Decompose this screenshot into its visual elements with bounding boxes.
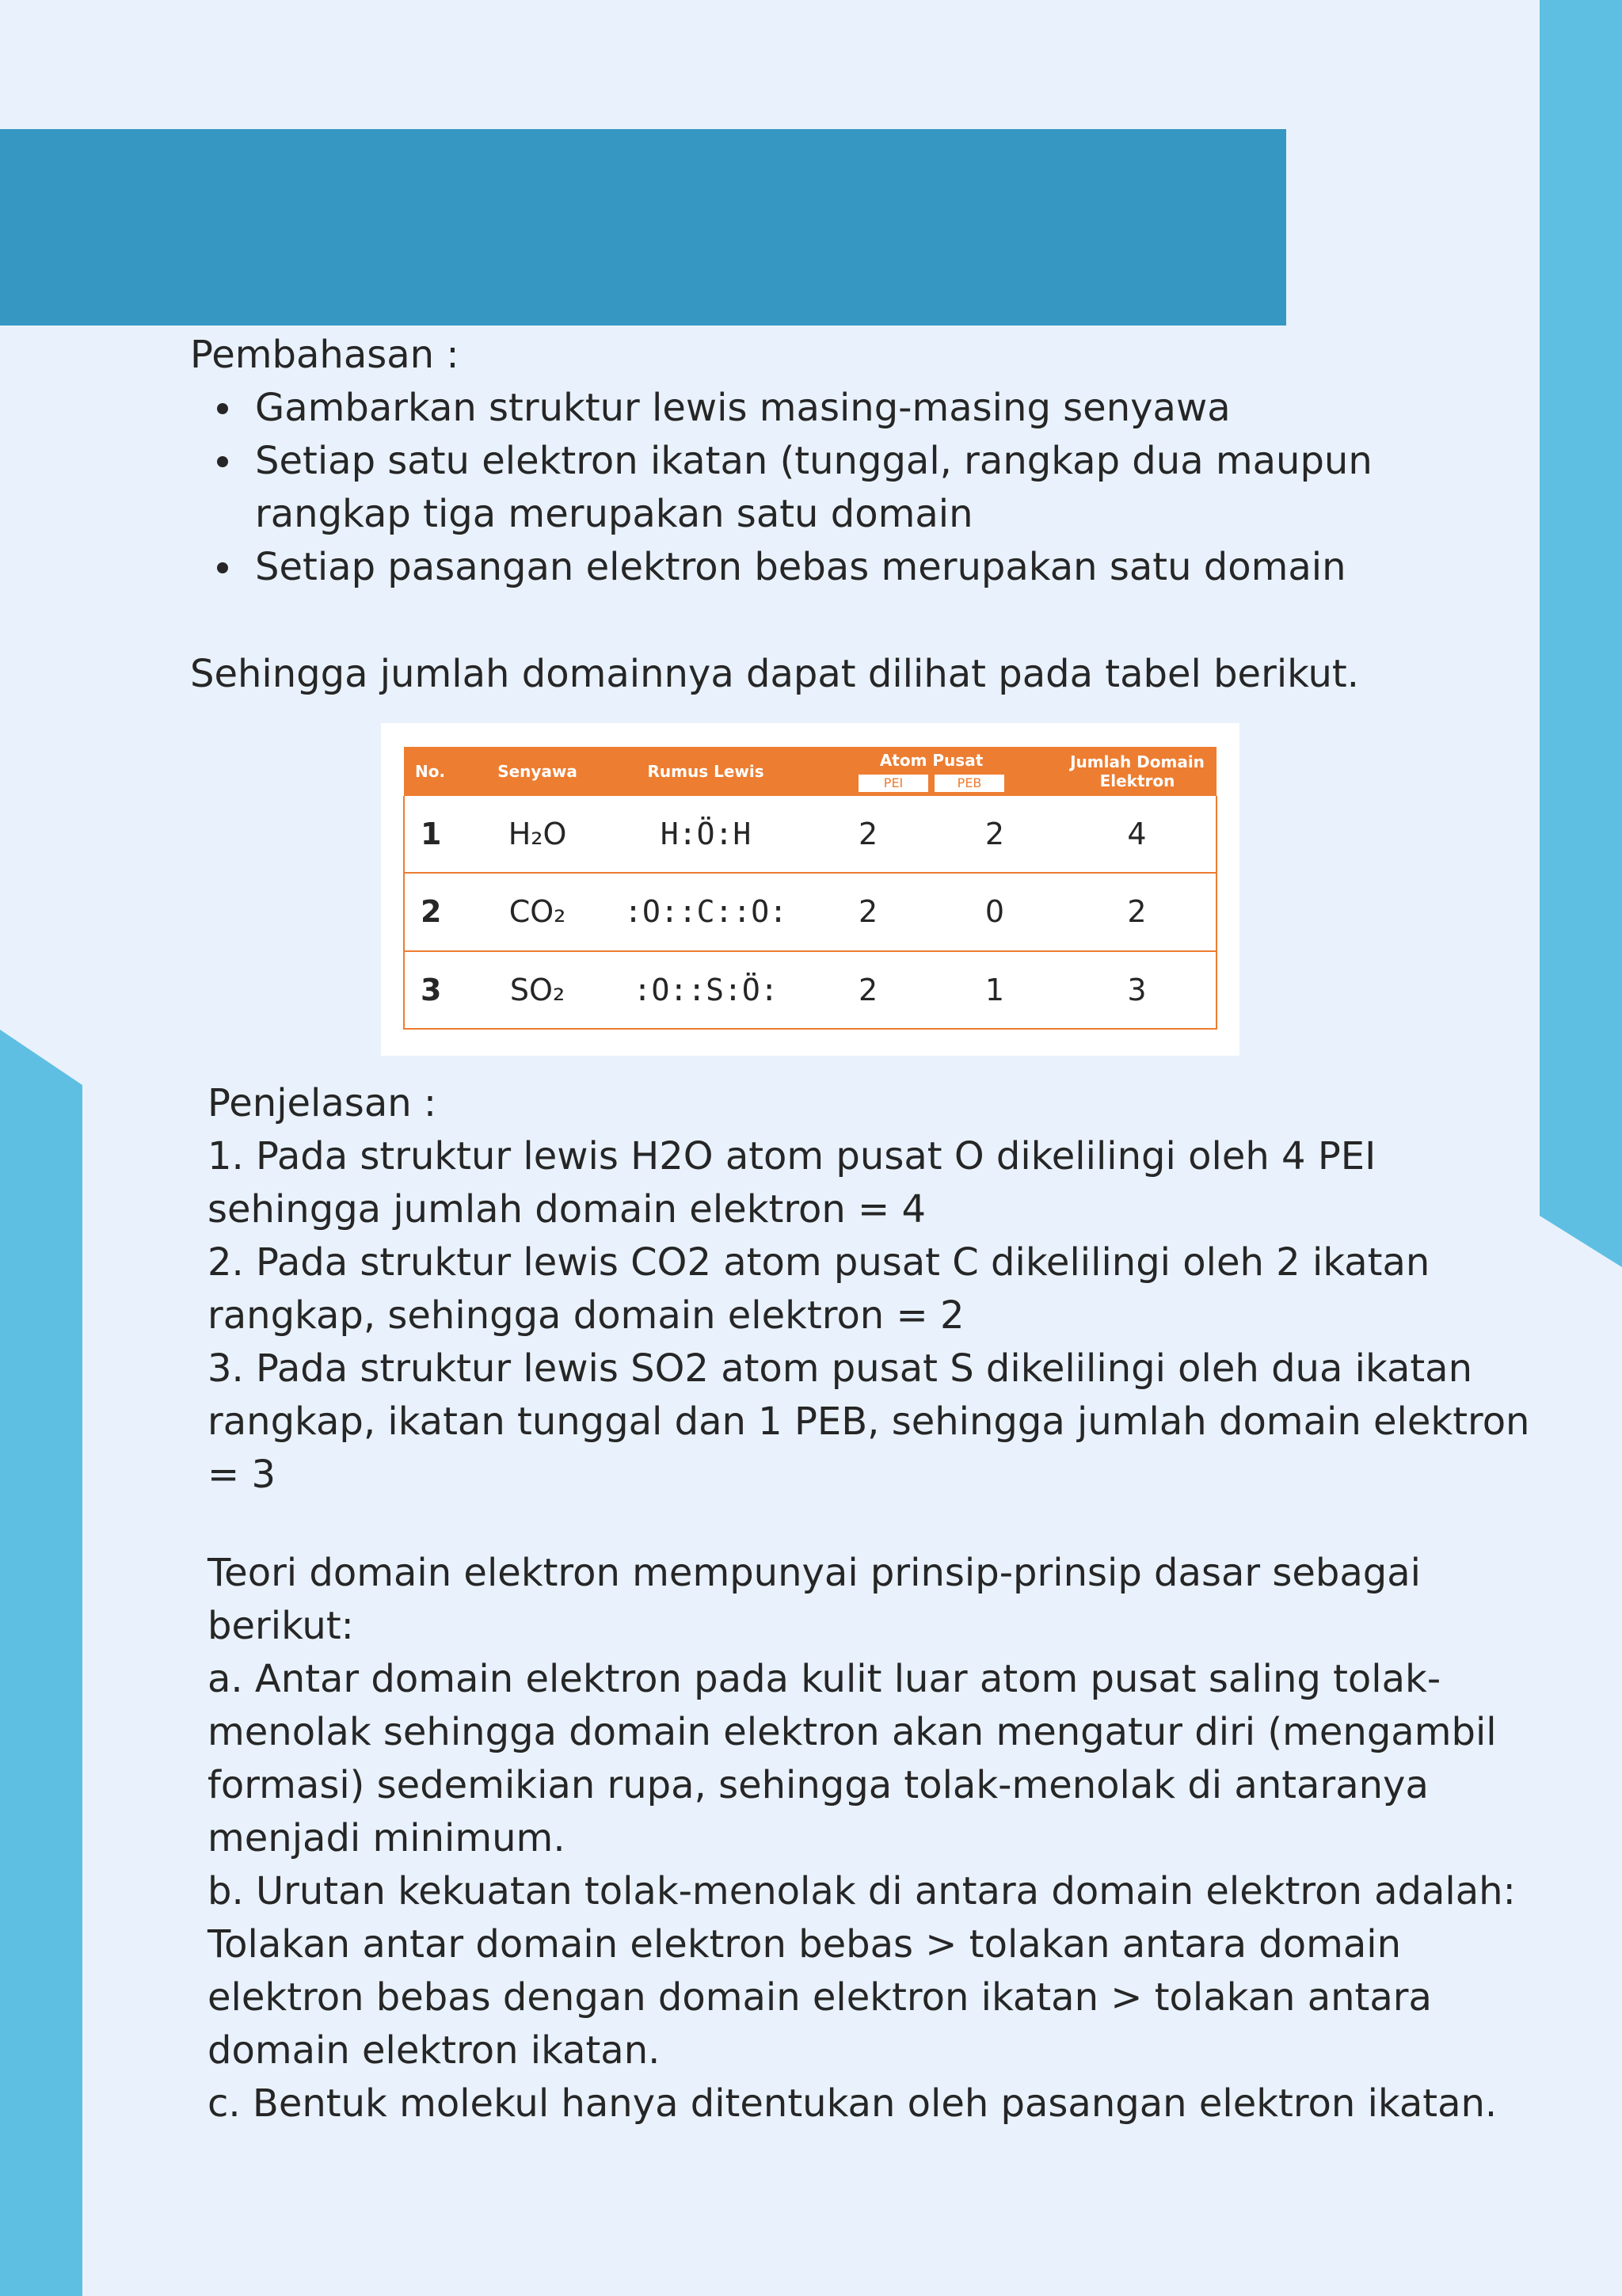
cell-jumlah: 4 [1058, 796, 1216, 873]
list-item: Setiap satu elektron ikatan (tunggal, rangkap dua maupun rangkap tiga merupakan satu domain [255, 435, 1395, 541]
penjelasan-point: 1. Pada struktur lewis H2O atom pusat O dikelilingi oleh 4 PEI sehingga jumlah domain elektron = 4 [208, 1134, 1376, 1232]
header-jumlah-domain: Jumlah Domain Elektron [1058, 747, 1216, 796]
header-senyawa: Senyawa [468, 747, 607, 796]
cell-no: 1 [404, 796, 468, 873]
table-row [404, 951, 1216, 1029]
cell-lewis: :O::C::O: [607, 873, 805, 950]
cell-jumlah: 2 [1058, 873, 1216, 950]
cell-lewis: :O::S:Ö: [607, 951, 805, 1029]
header-banner [0, 129, 1286, 326]
penjelasan-point: 3. Pada struktur lewis SO2 atom pusat S dikelilingi oleh dua ikatan rangkap, ikatan tunggal dan 1 PEB, sehingga jumlah domain elektron = 3 [208, 1346, 1530, 1497]
penjelasan-heading: Penjelasan : [208, 1081, 437, 1125]
teori-point: a. Antar domain elektron pada kulit luar atom pusat saling tolak-menolak sehingga domain elektron akan mengatur diri (mengambil formasi) sedemikian rupa, sehingga tolak-menolak di antaranya menjadi minimum. [208, 1657, 1497, 1860]
header-rumus-lewis: Rumus Lewis [607, 747, 805, 796]
cell-senyawa: H₂O [468, 796, 607, 873]
header-atom-pusat-label: Atom Pusat [879, 751, 984, 770]
list-item: Setiap pasangan elektron bebas merupakan satu domain [255, 541, 1395, 594]
cell-pei: 2 [805, 873, 931, 950]
cell-pei: 2 [805, 951, 931, 1029]
cell-jumlah: 3 [1058, 951, 1216, 1029]
pembahasan-heading: Pembahasan : [190, 333, 459, 377]
table-row [404, 873, 1216, 950]
teori-point: c. Bentuk molekul hanya ditentukan oleh pasangan elektron ikatan. [208, 2081, 1498, 2126]
penjelasan-section [208, 1077, 1554, 2130]
teori-point: b. Urutan kekuatan tolak-menolak di antara domain elektron adalah: Tolakan antar domain elektron bebas > tolakan antara domain elektron bebas dengan domain elektron ikatan > tolakan antara domain elektron ikatan. [208, 1869, 1516, 2073]
cell-peb: 0 [931, 873, 1058, 950]
domain-table [403, 747, 1217, 1030]
cell-senyawa: CO₂ [468, 873, 607, 950]
cell-no: 3 [404, 951, 468, 1029]
header-atom-pusat [805, 747, 1058, 796]
pembahasan-list [255, 382, 1395, 594]
spacer [208, 1502, 1554, 1547]
header-peb: PEB [935, 775, 1004, 792]
left-decor-strip [0, 1030, 82, 2296]
teori-intro: Teori domain elektron mempunyai prinsip-prinsip dasar sebagai berikut: [208, 1551, 1421, 1648]
penjelasan-point: 2. Pada struktur lewis CO2 atom pusat C dikelilingi oleh 2 ikatan rangkap, sehingga domain elektron = 2 [208, 1240, 1430, 1338]
cell-peb: 2 [931, 796, 1058, 873]
cell-pei: 2 [805, 796, 931, 873]
cell-no: 2 [404, 873, 468, 950]
cell-lewis: H:Ö:H [607, 796, 805, 873]
header-pei: PEI [859, 775, 928, 792]
table-row [404, 796, 1216, 873]
table-intro-text: Sehingga jumlah domainnya dapat dilihat pada tabel berikut. [190, 652, 1359, 696]
header-no: No. [404, 747, 468, 796]
cell-senyawa: SO₂ [468, 951, 607, 1029]
table-card [381, 723, 1239, 1056]
list-item: Gambarkan struktur lewis masing-masing senyawa [255, 382, 1395, 435]
cell-peb: 1 [931, 951, 1058, 1029]
